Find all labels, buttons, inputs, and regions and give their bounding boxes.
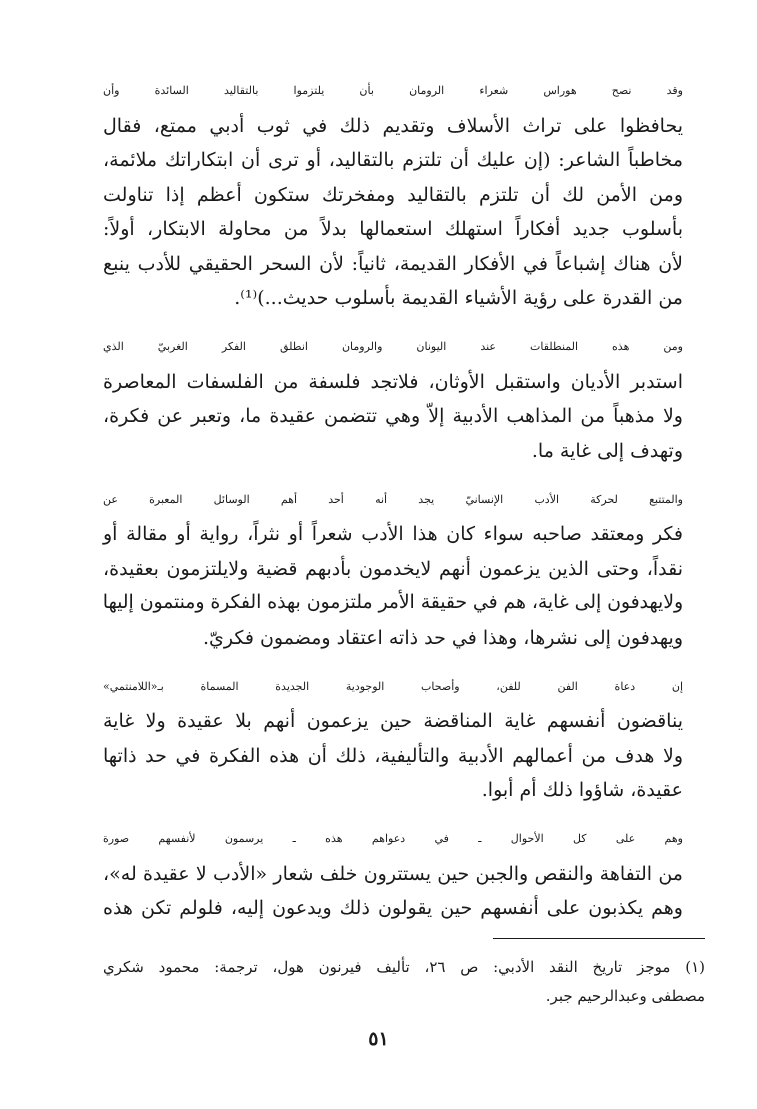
text-line: ولا مذهباً من المذاهب الأدبية إلاّ وهي تتضمن عقيدة ما، وتعبر عن فكرة، (103, 405, 683, 427)
text-line: مخاطباً الشاعر: (إن عليك أن تلتزم بالتقاليد، أو ترى أن ابتكاراتك ملائمة، (103, 149, 683, 171)
paragraph-art-for-art (103, 670, 705, 808)
text-line: وهم على كل الأحوال ـ في دعواهم هذه ـ يرسمون لأنفسهم صورة (103, 832, 683, 845)
footnote-line: (١) موجز تاريخ النقد الأدبي: ص ٢٦، تأليف فيرنون هول، ترجمة: محمود شكري (103, 958, 705, 976)
text-line: يحافظوا على تراث الأسلاف وتقديم ذلك في ثوب أدبي ممتع، فقال (103, 114, 683, 137)
text-line: بأسلوب جديد أفكاراً استهلك استعمالها بدلاً من محاولة الابتكار، أولاً: (103, 218, 683, 240)
text-line: استدبر الأديان واستقبل الأوثان، فلاتجد فلسفة من الفلسفات المعاصرة (103, 370, 683, 393)
text-line: لأن هناك إشباعاً في الأفكار القديمة، ثانياً: لأن السحر الحقيقي للأدب ينبع (103, 252, 683, 275)
text-line: ومن الأمن لك أن تلتزم بالتقاليد ومفخرتك ستكون أعظم إذا تناولت (103, 183, 683, 206)
text-line: فكر ومعتقد صاحبه سواء كان هذا الأدب شعراً أو نثراً، رواية أو مقالة أو (103, 523, 683, 545)
paragraph-human-literature (103, 483, 705, 656)
text-line: ومن هذه المنطلقات عند اليونان والرومان انطلق الفكر الغربيّ الذي (103, 340, 683, 353)
text-line: ولايهدفون إلى غاية، هم في حقيقة الأمر ملتزمون بهذه الفكرة ومنتمون إليها (102, 592, 683, 613)
main-text (103, 74, 705, 926)
text-line: وقد نصح هوراس شعراء الرومان بأن يلتزموا بالتقاليد السائدة وأن (103, 84, 683, 97)
paragraph-horace (103, 74, 705, 316)
page-number: ٥١ (368, 1028, 389, 1050)
text-line: من القدرة على رؤية الأشياء القديمة بأسلوب حديث...)⁽¹⁾. (234, 287, 683, 309)
footnote (103, 953, 705, 1011)
text-line: عقيدة، شاؤوا ذلك أم أبوا. (481, 779, 683, 801)
text-line: يناقضون أنفسهم غاية المناقضة حين يزعمون أنهم بلا عقيدة ولا غاية (103, 710, 683, 732)
text-line: وتهدف إلى غاية ما. (531, 439, 683, 462)
paragraph-claims (103, 822, 705, 926)
text-line: إن دعاة الفن للفن، وأصحاب الوجودية الجديدة المسماة بـ«اللامنتمي» (103, 679, 683, 693)
text-line: نقداً، وحتى الذين يزعمون أنهم لايخدمون بأدبهم قضية ولايلتزمون بعقيدة، (103, 557, 683, 580)
text-line: وهم يكذبون على أنفسهم حين يقولون ذلك ويدعون إليه، فلولم تكن هذه (103, 897, 683, 919)
text-line: ويهدفون إلى نشرها، وهذا في حد ذاته اعتقاد ومضمون فكريّ. (202, 626, 683, 649)
text-line: ولا هدف من أعمالهم الأدبية والتأليفية، ذلك أن هذه الفكرة في حد ذاتها (103, 744, 683, 767)
text-line: والمتتبع لحركة الأدب الإنسانيّ يجد أنه أحد أهم الوسائل المعبرة عن (103, 492, 683, 506)
footnote-line: مصطفى وعبدالرحيم جبر. (545, 987, 705, 1005)
text-line: من التفاهة والنقص والجبن حين يستترون خلف شعار «الأدب لا عقيدة له»، (103, 862, 683, 885)
footnote-divider (493, 938, 705, 939)
paragraph-western-thought (103, 330, 705, 468)
